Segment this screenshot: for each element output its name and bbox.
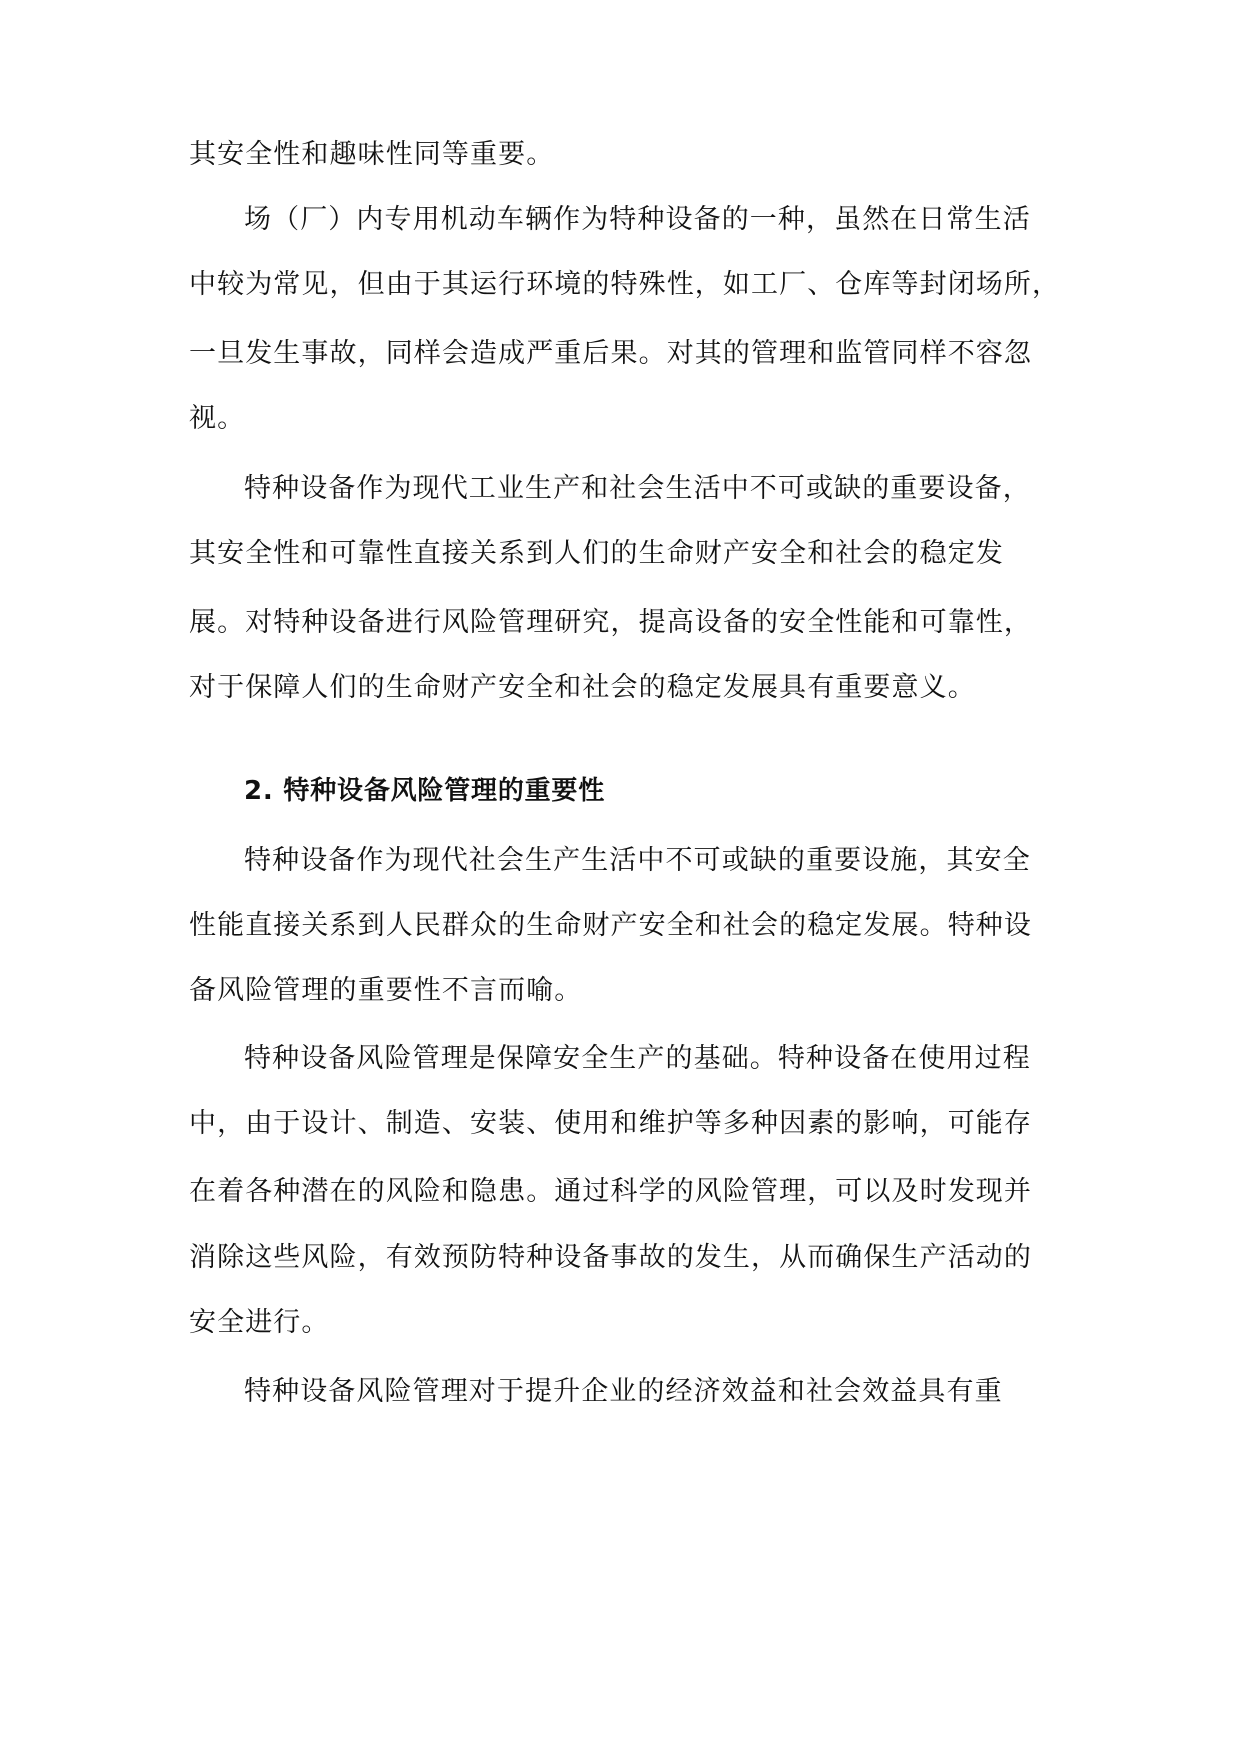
paragraph-5-line-4: 消除这些风险，有效预防特种设备事故的发生，从而确保生产活动的 xyxy=(189,1242,1032,1273)
paragraph-3-line-4: 对于保障人们的生命财产安全和社会的稳定发展具有重要意义。 xyxy=(189,672,976,703)
paragraph-2-line-4: 视。 xyxy=(189,403,246,434)
paragraph-6-line-1: 特种设备风险管理对于提升企业的经济效益和社会效益具有重 xyxy=(244,1376,1003,1407)
paragraph-1-line-1: 其安全性和趣味性同等重要。 xyxy=(189,139,555,170)
paragraph-2-line-2: 中较为常见，但由于其运行环境的特殊性，如工厂、仓库等封闭场所， xyxy=(189,269,1061,300)
paragraph-3-line-3: 展。对特种设备进行风险管理研究，提高设备的安全性能和可靠性， xyxy=(189,607,1032,638)
paragraph-5-line-1: 特种设备风险管理是保障安全生产的基础。特种设备在使用过程 xyxy=(244,1043,1031,1074)
paragraph-4-line-1: 特种设备作为现代社会生产生活中不可或缺的重要设施，其安全 xyxy=(244,845,1031,876)
paragraph-5-line-3: 在着各种潜在的风险和隐患。通过科学的风险管理，可以及时发现并 xyxy=(189,1176,1032,1207)
paragraph-4-line-2: 性能直接关系到人民群众的生命财产安全和社会的稳定发展。特种设 xyxy=(189,910,1032,941)
section-heading: 2. 特种设备风险管理的重要性 xyxy=(244,776,606,806)
paragraph-3-line-2: 其安全性和可靠性直接关系到人们的生命财产安全和社会的稳定发 xyxy=(189,538,1004,569)
paragraph-5-line-5: 安全进行。 xyxy=(189,1307,330,1338)
paragraph-3-line-1: 特种设备作为现代工业生产和社会生活中不可或缺的重要设备， xyxy=(244,473,1031,504)
paragraph-4-line-3: 备风险管理的重要性不言而喻。 xyxy=(189,975,583,1006)
paragraph-5-line-2: 中，由于设计、制造、安装、使用和维护等多种因素的影响，可能存 xyxy=(189,1108,1032,1139)
paragraph-2-line-3: 一旦发生事故，同样会造成严重后果。对其的管理和监管同样不容忽 xyxy=(189,338,1032,369)
paragraph-2-line-1: 场（厂）内专用机动车辆作为特种设备的一种，虽然在日常生活 xyxy=(244,204,1031,235)
